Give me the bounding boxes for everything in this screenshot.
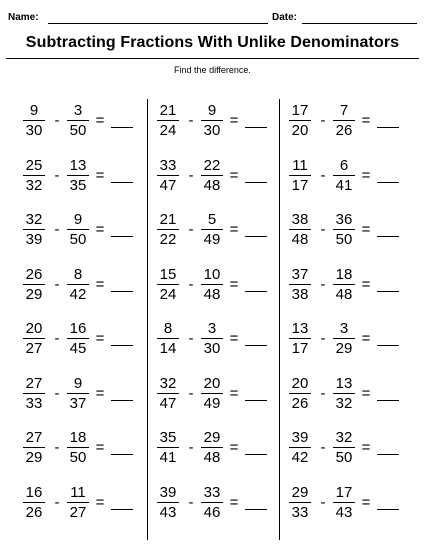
- numerator: 27: [25, 374, 43, 392]
- equals-sign: =: [361, 330, 371, 347]
- denominator: 33: [25, 394, 43, 412]
- denominator: 24: [159, 122, 177, 139]
- answer-blank[interactable]: [377, 509, 399, 510]
- numerator: 5: [207, 211, 217, 228]
- equals-sign: =: [95, 166, 105, 184]
- fraction-bar: [201, 175, 223, 176]
- minus-sign: -: [320, 330, 326, 347]
- numerator: 26: [25, 265, 43, 283]
- numerator: 3: [339, 320, 349, 337]
- numerator: 21: [159, 102, 177, 119]
- fraction-bar: [333, 447, 355, 448]
- answer-blank[interactable]: [377, 236, 399, 237]
- answer-blank[interactable]: [111, 127, 133, 128]
- numerator: 35: [159, 429, 177, 446]
- numerator: 38: [291, 211, 309, 228]
- first-fraction: [157, 374, 179, 414]
- numerator: 3: [73, 102, 83, 119]
- second-fraction: [333, 374, 355, 414]
- numerator: 25: [25, 156, 43, 174]
- fraction-bar: [157, 120, 179, 121]
- first-fraction: [289, 156, 311, 196]
- fraction-bar: [201, 120, 223, 121]
- fraction-bar: [201, 502, 223, 503]
- answer-blank[interactable]: [245, 127, 267, 128]
- second-fraction: [67, 428, 89, 468]
- denominator: 30: [203, 340, 221, 357]
- minus-sign: -: [188, 275, 194, 293]
- denominator: 50: [335, 231, 353, 248]
- column-divider-1: [147, 99, 148, 540]
- column-divider-2: [279, 99, 280, 540]
- fraction-bar: [23, 393, 45, 394]
- fraction-bar: [289, 175, 311, 176]
- fraction-bar: [201, 447, 223, 448]
- denominator: 48: [203, 176, 221, 194]
- numerator: 32: [25, 211, 43, 228]
- denominator: 49: [203, 394, 221, 412]
- minus-sign: -: [320, 166, 326, 184]
- equals-sign: =: [229, 166, 239, 184]
- minus-sign: -: [320, 493, 326, 511]
- equals-sign: =: [229, 330, 239, 347]
- answer-blank[interactable]: [111, 291, 133, 292]
- minus-sign: -: [320, 221, 326, 238]
- numerator: 36: [335, 211, 353, 228]
- minus-sign: -: [54, 275, 60, 293]
- denominator: 29: [335, 340, 353, 357]
- denominator: 50: [69, 231, 87, 248]
- fraction-bar: [289, 338, 311, 339]
- minus-sign: -: [54, 166, 60, 184]
- first-fraction: [157, 265, 179, 305]
- numerator: 8: [73, 265, 83, 283]
- fraction-bar: [23, 502, 45, 503]
- fraction-bar: [157, 502, 179, 503]
- fraction-bar: [157, 447, 179, 448]
- first-fraction: [23, 483, 45, 523]
- numerator: 33: [159, 156, 177, 174]
- denominator: 42: [291, 449, 309, 466]
- answer-blank[interactable]: [111, 454, 133, 455]
- denominator: 35: [69, 176, 87, 194]
- first-fraction: [157, 101, 179, 141]
- minus-sign: -: [54, 112, 60, 129]
- second-fraction: [67, 374, 89, 414]
- answer-blank[interactable]: [111, 509, 133, 510]
- numerator: 8: [163, 320, 173, 337]
- first-fraction: [289, 265, 311, 305]
- numerator: 39: [291, 429, 309, 446]
- answer-blank[interactable]: [245, 400, 267, 401]
- equals-sign: =: [229, 221, 239, 238]
- numerator: 9: [73, 211, 83, 228]
- second-fraction: [333, 483, 355, 523]
- denominator: 41: [335, 176, 353, 194]
- fraction-bar: [23, 229, 45, 230]
- answer-blank[interactable]: [377, 291, 399, 292]
- equals-sign: =: [229, 493, 239, 511]
- second-fraction: [201, 210, 223, 250]
- fraction-bar: [289, 229, 311, 230]
- second-fraction: [333, 210, 355, 250]
- fraction-bar: [157, 338, 179, 339]
- fraction-bar: [67, 284, 89, 285]
- answer-blank[interactable]: [377, 454, 399, 455]
- first-fraction: [289, 374, 311, 414]
- fraction-bar: [157, 284, 179, 285]
- denominator: 30: [203, 122, 221, 139]
- numerator: 17: [335, 483, 353, 501]
- numerator: 27: [25, 429, 43, 446]
- fraction-bar: [201, 284, 223, 285]
- equals-sign: =: [95, 275, 105, 293]
- second-fraction: [333, 265, 355, 305]
- denominator: 26: [335, 122, 353, 139]
- answer-blank[interactable]: [377, 127, 399, 128]
- answer-blank[interactable]: [111, 236, 133, 237]
- fraction-bar: [333, 502, 355, 503]
- first-fraction: [289, 101, 311, 141]
- denominator: 22: [159, 231, 177, 248]
- name-field[interactable]: [48, 23, 268, 24]
- date-label: Date:: [272, 12, 298, 23]
- second-fraction: [67, 483, 89, 523]
- numerator: 13: [291, 320, 309, 337]
- second-fraction: [201, 156, 223, 196]
- minus-sign: -: [188, 384, 194, 402]
- numerator: 16: [69, 320, 87, 337]
- equals-sign: =: [95, 439, 105, 456]
- minus-sign: -: [188, 221, 194, 238]
- first-fraction: [157, 156, 179, 196]
- minus-sign: -: [320, 275, 326, 293]
- numerator: 6: [339, 156, 349, 174]
- denominator: 45: [69, 340, 87, 357]
- equals-sign: =: [95, 221, 105, 238]
- minus-sign: -: [54, 493, 60, 511]
- fraction-bar: [333, 393, 355, 394]
- first-fraction: [157, 210, 179, 250]
- denominator: 26: [291, 394, 309, 412]
- numerator: 18: [69, 429, 87, 446]
- first-fraction: [23, 428, 45, 468]
- second-fraction: [333, 428, 355, 468]
- denominator: 50: [69, 449, 87, 466]
- equals-sign: =: [361, 439, 371, 456]
- fraction-bar: [333, 229, 355, 230]
- first-fraction: [157, 483, 179, 523]
- fraction-bar: [23, 175, 45, 176]
- equals-sign: =: [361, 275, 371, 293]
- equals-sign: =: [361, 493, 371, 511]
- denominator: 14: [159, 340, 177, 357]
- fraction-bar: [289, 284, 311, 285]
- minus-sign: -: [188, 493, 194, 511]
- minus-sign: -: [54, 384, 60, 402]
- fraction-bar: [289, 502, 311, 503]
- minus-sign: -: [320, 384, 326, 402]
- numerator: 16: [25, 483, 43, 501]
- second-fraction: [67, 101, 89, 141]
- numerator: 20: [291, 374, 309, 392]
- fraction-bar: [157, 229, 179, 230]
- minus-sign: -: [188, 166, 194, 184]
- numerator: 7: [339, 102, 349, 119]
- denominator: 50: [69, 122, 87, 139]
- answer-blank[interactable]: [377, 182, 399, 183]
- denominator: 32: [335, 394, 353, 412]
- numerator: 11: [70, 483, 86, 501]
- second-fraction: [201, 319, 223, 359]
- minus-sign: -: [188, 330, 194, 347]
- equals-sign: =: [229, 275, 239, 293]
- answer-blank[interactable]: [245, 291, 267, 292]
- fraction-bar: [67, 393, 89, 394]
- second-fraction: [201, 428, 223, 468]
- denominator: 27: [69, 503, 87, 521]
- answer-blank[interactable]: [245, 454, 267, 455]
- answer-blank[interactable]: [377, 345, 399, 346]
- numerator: 13: [335, 374, 353, 392]
- minus-sign: -: [320, 439, 326, 456]
- numerator: 9: [29, 102, 39, 119]
- second-fraction: [333, 156, 355, 196]
- denominator: 43: [159, 503, 177, 521]
- equals-sign: =: [361, 112, 371, 129]
- answer-blank[interactable]: [111, 182, 133, 183]
- fraction-bar: [333, 284, 355, 285]
- denominator: 17: [291, 176, 309, 194]
- second-fraction: [333, 319, 355, 359]
- denominator: 17: [291, 340, 309, 357]
- answer-blank[interactable]: [377, 400, 399, 401]
- fraction-bar: [157, 175, 179, 176]
- numerator: 20: [25, 320, 43, 337]
- numerator: 11: [292, 156, 308, 174]
- answer-blank[interactable]: [111, 345, 133, 346]
- numerator: 39: [159, 483, 177, 501]
- denominator: 47: [159, 176, 177, 194]
- minus-sign: -: [54, 330, 60, 347]
- second-fraction: [67, 265, 89, 305]
- first-fraction: [289, 428, 311, 468]
- numerator: 29: [203, 429, 221, 446]
- first-fraction: [157, 428, 179, 468]
- denominator: 42: [69, 285, 87, 303]
- fraction-bar: [23, 284, 45, 285]
- equals-sign: =: [361, 221, 371, 238]
- numerator: 10: [203, 265, 221, 283]
- numerator: 32: [159, 374, 177, 392]
- fraction-bar: [67, 502, 89, 503]
- minus-sign: -: [188, 439, 194, 456]
- equals-sign: =: [229, 439, 239, 456]
- first-fraction: [23, 156, 45, 196]
- minus-sign: -: [54, 221, 60, 238]
- fraction-bar: [289, 447, 311, 448]
- numerator: 32: [335, 429, 353, 446]
- fraction-bar: [67, 338, 89, 339]
- denominator: 27: [25, 340, 43, 357]
- fraction-bar: [23, 338, 45, 339]
- answer-blank[interactable]: [245, 236, 267, 237]
- fraction-bar: [23, 447, 45, 448]
- first-fraction: [23, 374, 45, 414]
- denominator: 48: [203, 285, 221, 303]
- first-fraction: [23, 265, 45, 305]
- numerator: 9: [207, 102, 217, 119]
- equals-sign: =: [361, 166, 371, 184]
- numerator: 17: [291, 102, 309, 119]
- minus-sign: -: [188, 112, 194, 129]
- equals-sign: =: [95, 384, 105, 402]
- first-fraction: [289, 483, 311, 523]
- fraction-bar: [67, 229, 89, 230]
- fraction-bar: [201, 393, 223, 394]
- fraction-bar: [67, 447, 89, 448]
- numerator: 37: [291, 265, 309, 283]
- second-fraction: [201, 374, 223, 414]
- denominator: 20: [291, 122, 309, 139]
- denominator: 32: [25, 176, 43, 194]
- header-row: [8, 12, 418, 28]
- fraction-bar: [201, 338, 223, 339]
- first-fraction: [23, 101, 45, 141]
- second-fraction: [67, 319, 89, 359]
- numerator: 9: [73, 374, 83, 392]
- equals-sign: =: [229, 384, 239, 402]
- numerator: 33: [203, 483, 221, 501]
- second-fraction: [67, 210, 89, 250]
- denominator: 41: [159, 449, 177, 466]
- fraction-bar: [67, 120, 89, 121]
- answer-blank[interactable]: [245, 345, 267, 346]
- denominator: 46: [203, 503, 221, 521]
- denominator: 30: [25, 122, 43, 139]
- denominator: 33: [291, 503, 309, 521]
- answer-blank[interactable]: [245, 182, 267, 183]
- minus-sign: -: [54, 439, 60, 456]
- minus-sign: -: [320, 112, 326, 129]
- second-fraction: [201, 265, 223, 305]
- answer-blank[interactable]: [111, 400, 133, 401]
- numerator: 18: [335, 265, 353, 283]
- date-field[interactable]: [302, 23, 417, 24]
- denominator: 50: [335, 449, 353, 466]
- equals-sign: =: [361, 384, 371, 402]
- numerator: 29: [291, 483, 309, 501]
- denominator: 38: [291, 285, 309, 303]
- title-underline: [6, 58, 419, 59]
- equals-sign: =: [95, 493, 105, 511]
- denominator: 37: [69, 394, 87, 412]
- denominator: 49: [203, 231, 221, 248]
- first-fraction: [157, 319, 179, 359]
- second-fraction: [67, 156, 89, 196]
- fraction-bar: [289, 120, 311, 121]
- equals-sign: =: [95, 330, 105, 347]
- fraction-bar: [289, 393, 311, 394]
- numerator: 21: [159, 211, 177, 228]
- numerator: 13: [69, 156, 87, 174]
- second-fraction: [201, 101, 223, 141]
- first-fraction: [23, 210, 45, 250]
- fraction-bar: [23, 120, 45, 121]
- equals-sign: =: [95, 112, 105, 129]
- fraction-bar: [333, 120, 355, 121]
- first-fraction: [289, 210, 311, 250]
- numerator: 20: [203, 374, 221, 392]
- denominator: 48: [291, 231, 309, 248]
- page-title: Subtracting Fractions With Unlike Denominators: [25, 34, 400, 51]
- equals-sign: =: [229, 112, 239, 129]
- denominator: 24: [159, 285, 177, 303]
- instructions: Find the difference.: [174, 65, 251, 75]
- fraction-bar: [201, 229, 223, 230]
- denominator: 26: [25, 503, 43, 521]
- fraction-bar: [333, 338, 355, 339]
- second-fraction: [201, 483, 223, 523]
- numerator: 22: [203, 156, 221, 174]
- denominator: 29: [25, 285, 43, 303]
- denominator: 48: [335, 285, 353, 303]
- denominator: 47: [159, 394, 177, 412]
- first-fraction: [289, 319, 311, 359]
- denominator: 29: [25, 449, 43, 466]
- denominator: 43: [335, 503, 353, 521]
- fraction-bar: [157, 393, 179, 394]
- second-fraction: [333, 101, 355, 141]
- fraction-bar: [67, 175, 89, 176]
- fraction-bar: [333, 175, 355, 176]
- answer-blank[interactable]: [245, 509, 267, 510]
- name-label: Name:: [8, 12, 39, 23]
- first-fraction: [23, 319, 45, 359]
- denominator: 48: [203, 449, 221, 466]
- numerator: 15: [159, 265, 177, 283]
- denominator: 39: [25, 231, 43, 248]
- numerator: 3: [207, 320, 217, 337]
